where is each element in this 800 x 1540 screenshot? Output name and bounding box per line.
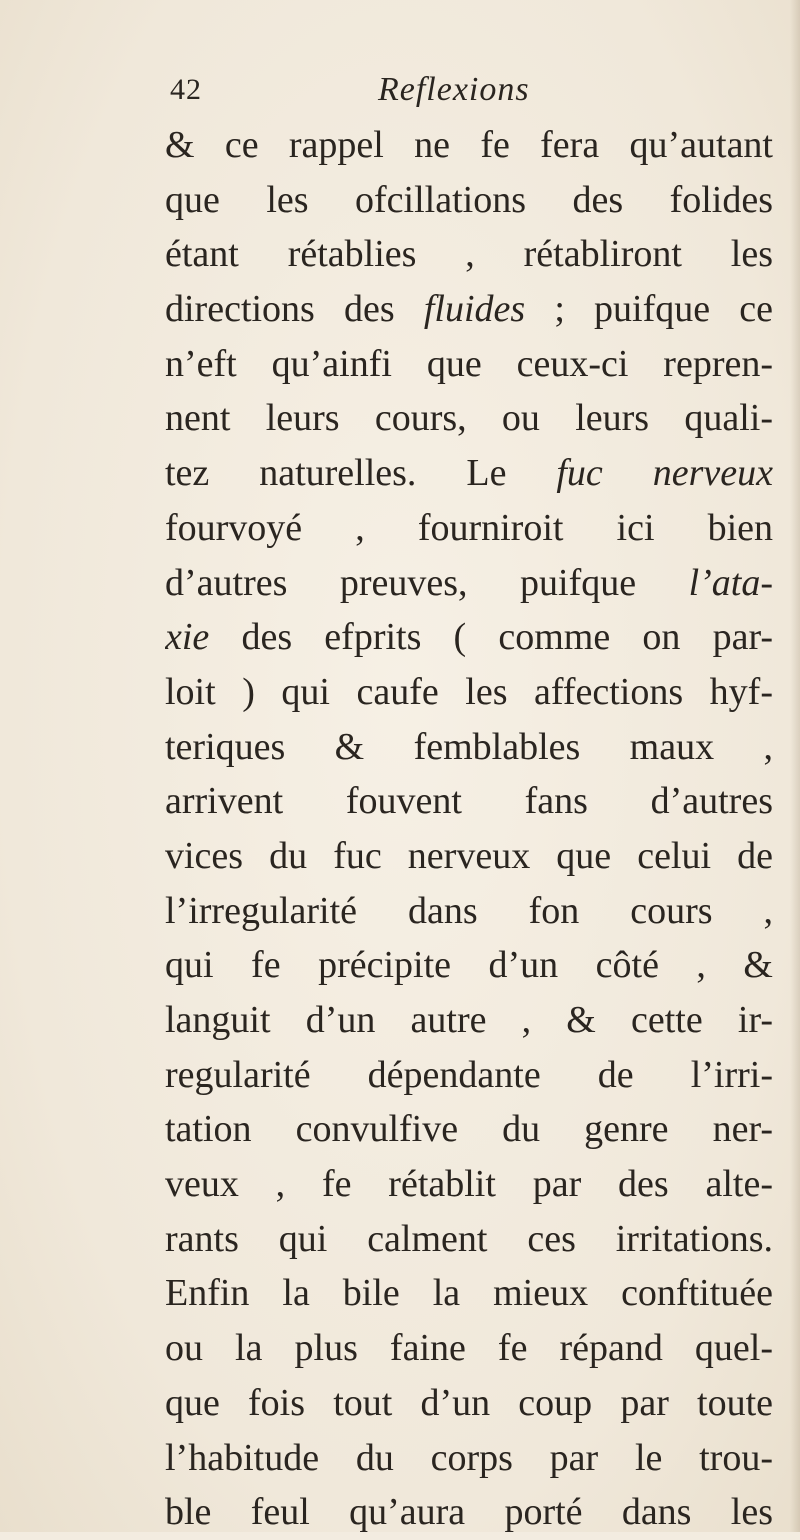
text-segment: Enfin la bile la mieux conftituée bbox=[165, 1272, 773, 1315]
text-segment: l’irregularité dans fon cours , bbox=[165, 889, 773, 932]
running-head: Reflexions bbox=[378, 71, 530, 108]
text-line bbox=[165, 1212, 773, 1267]
text-segment: tez naturelles. Le bbox=[165, 452, 557, 495]
text-line bbox=[165, 665, 773, 720]
text-segment: ; puifque ce bbox=[525, 288, 773, 331]
italic-text-segment: xie bbox=[165, 616, 210, 659]
text-segment: ou la plus faine fe répand quel- bbox=[165, 1327, 773, 1370]
text-segment: d’autres preuves, puifque bbox=[165, 561, 689, 604]
italic-text-segment: l’ata- bbox=[688, 561, 773, 604]
page-header bbox=[170, 68, 770, 112]
text-segment: que fois tout d’un coup par toute bbox=[165, 1381, 773, 1424]
text-line bbox=[165, 337, 773, 392]
text-line bbox=[165, 610, 773, 665]
text-segment: tation convulfive du genre ner- bbox=[165, 1108, 773, 1151]
text-segment: nent leurs cours, ou leurs quali- bbox=[165, 397, 773, 440]
text-line bbox=[165, 1266, 773, 1321]
text-segment: languit d’un autre , & cette ir- bbox=[165, 999, 773, 1041]
text-segment: n’eft qu’ainfi que ceux-ci repren- bbox=[165, 342, 773, 385]
text-line bbox=[165, 227, 773, 282]
text-line bbox=[165, 829, 773, 884]
text-segment: teriques & femblables maux , bbox=[165, 725, 773, 768]
text-segment: fourvoyé , fourniroit ici bien bbox=[165, 506, 773, 549]
text-line bbox=[165, 118, 773, 173]
text-segment: que les ofcillations des folides bbox=[165, 178, 773, 221]
text-line bbox=[165, 774, 773, 829]
text-segment: qui fe précipite d’un côté , & bbox=[165, 944, 773, 987]
text-segment: vices du fuc nerveux que celui de bbox=[165, 834, 773, 877]
text-segment: arrivent fouvent fans d’autres bbox=[165, 780, 773, 823]
text-line bbox=[165, 1321, 773, 1376]
text-line bbox=[165, 1431, 773, 1486]
text-line bbox=[165, 1048, 773, 1103]
page-number: 42 bbox=[170, 73, 202, 106]
text-line bbox=[165, 938, 773, 993]
text-segment: rants qui calment ces irritations. bbox=[165, 1217, 773, 1260]
text-line bbox=[165, 556, 773, 611]
text-line bbox=[165, 391, 773, 446]
text-line bbox=[165, 1157, 773, 1212]
italic-text-segment: fuc nerveux bbox=[556, 452, 773, 495]
text-segment: directions des bbox=[165, 288, 424, 331]
body-text bbox=[165, 118, 773, 1540]
text-segment: & ce rappel ne fe fera qu’autant bbox=[165, 124, 773, 166]
text-line bbox=[165, 446, 773, 501]
text-segment: loit ) qui caufe les affections hyf- bbox=[165, 670, 773, 713]
text-segment: l’habitude du corps par le trou- bbox=[165, 1436, 773, 1479]
text-segment: des efprits ( comme on par- bbox=[209, 616, 773, 659]
text-line bbox=[165, 993, 773, 1048]
page-edge-shadow bbox=[790, 0, 800, 1532]
text-segment: étant rétablies , rétabliront les bbox=[165, 233, 773, 276]
text-segment: regularité dépendante de l’irri- bbox=[165, 1053, 773, 1096]
text-line bbox=[165, 720, 773, 775]
text-segment: veux , fe rétablit par des alte- bbox=[165, 1163, 773, 1206]
text-line bbox=[165, 884, 773, 939]
italic-text-segment: fluides bbox=[423, 288, 526, 331]
text-segment: ble feul qu’aura porté dans les bbox=[165, 1491, 773, 1534]
text-line bbox=[165, 1376, 773, 1431]
text-line bbox=[165, 1102, 773, 1157]
text-line bbox=[165, 282, 773, 337]
text-line bbox=[165, 501, 773, 556]
text-line bbox=[165, 173, 773, 228]
